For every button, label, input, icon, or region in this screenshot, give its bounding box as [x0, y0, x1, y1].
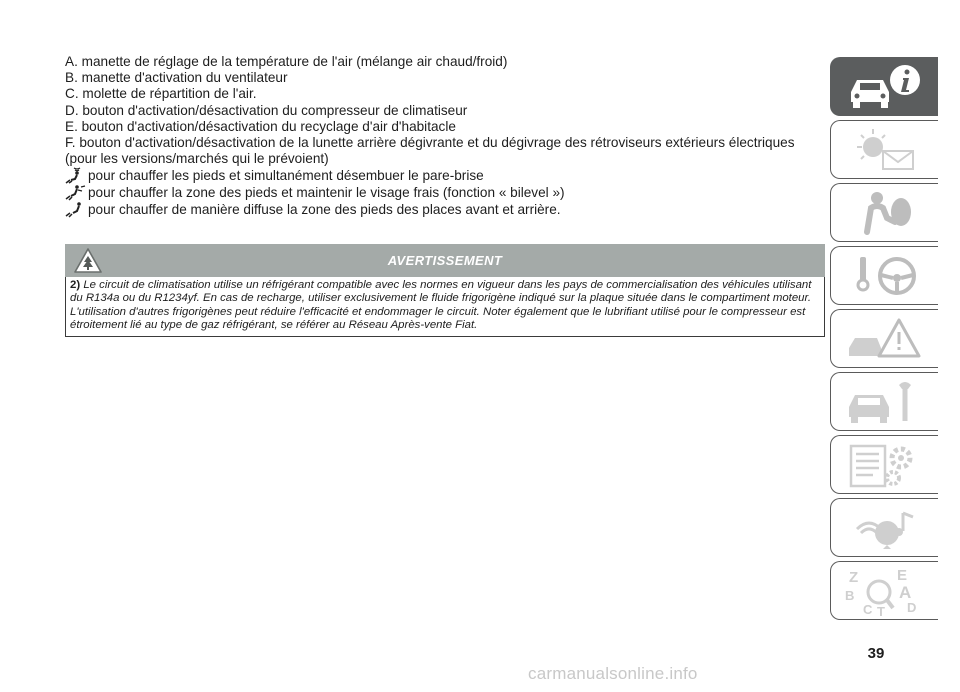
list-item: E. bouton d'activation/désactivation du recyclage d'air d'habitacle [65, 118, 456, 134]
tab-emergency[interactable] [830, 309, 938, 368]
page-number: 39 [867, 645, 885, 662]
tab-multimedia[interactable] [830, 498, 938, 557]
watermark: carmanualsonline.info [528, 664, 698, 683]
air-mode-item [65, 184, 827, 201]
air-mode-text: pour chauffer les pieds et simultanément désembuer le pare-brise [88, 167, 484, 183]
index-letter: C [863, 602, 873, 616]
list-item: F. bouton d'activation/désactivation de la lunette arrière dégivrante et du dégivrage des rétroviseurs extérieurs électriques (pour les versions/marchés qui le prévoient) [65, 135, 795, 167]
key-steering-wheel-icon [843, 251, 927, 301]
list-item: B. manette d'activation du ventilateur [65, 70, 288, 86]
air-mode-item [65, 167, 827, 184]
warning-header [65, 244, 825, 277]
technical-data-gear-icon [843, 440, 927, 490]
index-letter: D [907, 600, 917, 615]
tab-warning-lights[interactable] [830, 120, 938, 179]
air-mode-text: pour chauffer de manière diffuse la zone des pieds des places avant et arrière. [88, 201, 561, 217]
breakdown-triangle-icon [843, 314, 927, 364]
warning-triangle-icon [73, 247, 103, 274]
multimedia-icon [843, 503, 927, 553]
warning-lights-mail-icon [843, 125, 927, 175]
index-letter: Z [849, 569, 859, 586]
warning-text: Le circuit de climatisation utilise un réfrigérant compatible avec les normes en vigueur dans les pays de commercialisation des véhicules utilisant du R134a ou du R1234yf. En cas de recharge, utiliser exclusivement le fluide frigorigène indiqué sur la plaque située dans le compartiment moteur. L'utilisation d'autres frigorigènes peut réduire l'efficacité et endommager le circuit. Noter également que le lubrifiant utilisé pour le compresseur est étroitement lié au type de gaz réfrigérant, se référer au Réseau Après-vente Fiat. [70, 279, 812, 332]
tab-index[interactable] [830, 561, 938, 620]
warning-title: AVERTISSEMENT [387, 253, 503, 268]
air-mode-text: pour chauffer la zone des pieds et maintenir le visage frais (fonction « bilevel ») [88, 184, 565, 200]
tab-maintenance[interactable] [830, 372, 938, 431]
feet-icon [65, 201, 87, 218]
feet-face-icon [65, 184, 87, 201]
tab-technical-data[interactable] [830, 435, 938, 494]
list-item: D. bouton d'activation/désactivation du compresseur de climatiseur [65, 102, 468, 118]
tab-car-info[interactable] [830, 57, 938, 116]
index-letter: A [899, 583, 912, 602]
tab-starting-driving[interactable] [830, 246, 938, 305]
list-item: C. molette de répartition de l'air. [65, 86, 257, 102]
feet-defrost-icon [65, 167, 87, 184]
air-mode-item [65, 201, 827, 218]
alphabetical-index-icon [843, 566, 927, 616]
warning-body [65, 277, 825, 337]
tab-safety[interactable] [830, 183, 938, 242]
car-info-icon [843, 62, 927, 112]
airbag-person-icon [843, 188, 927, 238]
body-text [65, 54, 827, 218]
index-letter: E [897, 567, 908, 584]
warning-section [65, 244, 825, 337]
car-wrench-icon [843, 377, 927, 427]
list-item: A. manette de réglage de la température de l'air (mélange air chaud/froid) [65, 54, 508, 69]
index-letter: T [877, 604, 885, 616]
index-letter: B [845, 588, 855, 603]
warning-number: 2) [70, 279, 81, 291]
